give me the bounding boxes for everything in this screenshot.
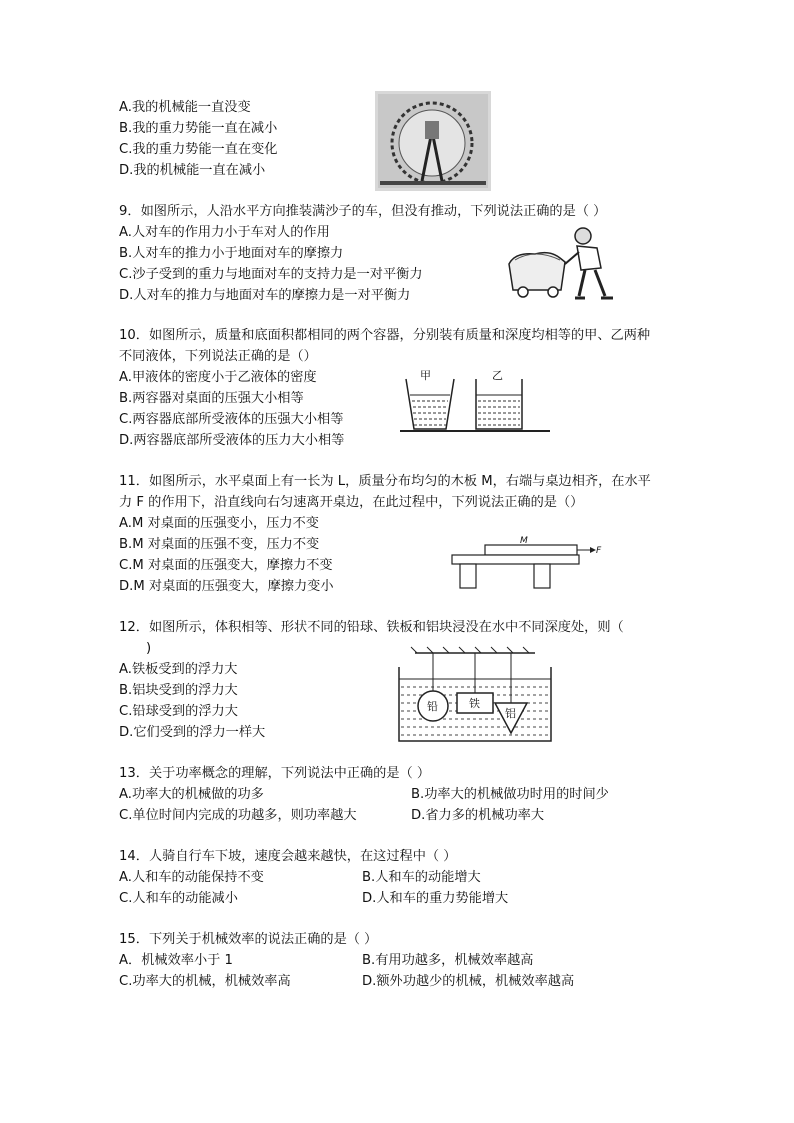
force-label-f: F	[596, 546, 602, 556]
q15-option-d: D.额外功越少的机械，机械效率越高	[362, 974, 575, 989]
q11-option-b: B.M 对桌面的压强不变，压力不变	[119, 537, 320, 552]
q13-stem: 13．关于功率概念的理解，下列说法中正确的是（ ）	[119, 766, 431, 781]
q12-option-b: B.铝块受到的浮力大	[119, 683, 238, 698]
q13-option-b: B.功率大的机械做功时用的时间少	[411, 787, 609, 802]
board-label-m: M	[520, 536, 528, 546]
q15-option-b: B.有用功越多，机械效率越高	[362, 953, 534, 968]
q8-option-a: A.我的机械能一直没变	[119, 100, 251, 115]
plate-label-tie: 铁	[469, 697, 480, 710]
block-label-lv: 铝	[505, 707, 516, 720]
ball-label-qian: 铅	[427, 700, 438, 713]
q12-stem-line1: 12．如图所示，体积相等、形状不同的铅球、铁板和铝块浸没在水中不同深度处，则（	[119, 620, 624, 635]
container-label-jia: 甲	[420, 369, 431, 382]
q10-option-b: B.两容器对桌面的压强大小相等	[119, 391, 304, 406]
q8-option-d: D.我的机械能一直在减小	[119, 163, 266, 178]
q11-option-d: D.M 对桌面的压强变大，摩擦力变小	[119, 579, 334, 594]
q11-option-a: A.M 对桌面的压强变小，压力不变	[119, 516, 319, 531]
q12-option-c: C.铅球受到的浮力大	[119, 704, 238, 719]
q14-stem: 14．人骑自行车下坡，速度会越来越快，在这过程中（ ）	[119, 849, 457, 864]
q12-option-a: A.铁板受到的浮力大	[119, 662, 238, 677]
q10-option-a: A.甲液体的密度小于乙液体的密度	[119, 370, 317, 385]
q15-stem: 15．下列关于机械效率的说法正确的是（ ）	[119, 932, 378, 947]
q9-option-d: D.人对车的推力与地面对车的摩擦力是一对平衡力	[119, 288, 411, 303]
q13-option-c: C.单位时间内完成的功越多，则功率越大	[119, 808, 357, 823]
q11-option-c: C.M 对桌面的压强变大，摩擦力不变	[119, 558, 333, 573]
submerged-objects-figure	[395, 645, 555, 745]
person-pushing-cart-figure	[505, 224, 617, 302]
q10-stem-line2: 不同液体，下列说法正确的是（）	[119, 349, 317, 364]
q14-option-d: D.人和车的重力势能增大	[362, 891, 509, 906]
q9-option-a: A.人对车的作用力小于车对人的作用	[119, 225, 330, 240]
board-on-table-figure	[450, 536, 605, 592]
q13-option-a: A.功率大的机械做的功多	[119, 787, 264, 802]
q13-option-d: D.省力多的机械功率大	[411, 808, 545, 823]
q9-option-b: B.人对车的推力小于地面对车的摩擦力	[119, 246, 344, 261]
q10-option-c: C.两容器底部所受液体的压强大小相等	[119, 412, 344, 427]
q8-option-c: C.我的重力势能一直在变化	[119, 142, 278, 157]
q9-option-c: C.沙子受到的重力与地面对车的支持力是一对平衡力	[119, 267, 423, 282]
two-containers-figure	[400, 367, 550, 435]
q14-option-a: A.人和车的动能保持不变	[119, 870, 264, 885]
q11-stem-line2: 力 F 的作用下，沿直线向右匀速离开桌边，在此过程中，下列说法正确的是（）	[119, 495, 584, 510]
ferris-wheel-photo	[375, 91, 491, 191]
q10-option-d: D.两容器底部所受液体的压力大小相等	[119, 433, 345, 448]
q15-option-c: C.功率大的机械，机械效率高	[119, 974, 291, 989]
q10-stem-line1: 10．如图所示，质量和底面积都相同的两个容器，分别装有质量和深度均相等的甲、乙两种	[119, 328, 651, 343]
q14-option-b: B.人和车的动能增大	[362, 870, 481, 885]
q14-option-c: C.人和车的动能减小	[119, 891, 238, 906]
q15-option-a: A．机械效率小于 1	[119, 953, 233, 968]
q9-stem: 9．如图所示，人沿水平方向推装满沙子的车，但没有推动，下列说法正确的是（ ）	[119, 204, 607, 219]
q11-stem-line1: 11．如图所示，水平桌面上有一长为 L，质量分布均匀的木板 M，右端与桌边相齐，在水平	[119, 474, 651, 489]
q8-option-b: B.我的重力势能一直在减小	[119, 121, 278, 136]
q12-option-d: D.它们受到的浮力一样大	[119, 725, 266, 740]
q12-stem-line2: )	[146, 641, 152, 656]
container-label-yi: 乙	[492, 369, 503, 382]
